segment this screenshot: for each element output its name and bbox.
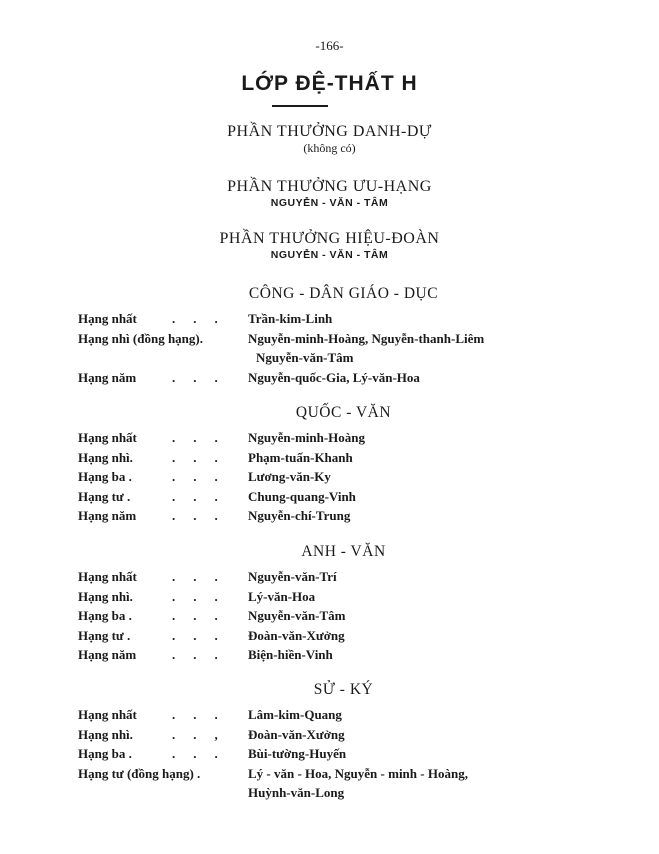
recipient-names: Lương-văn-Ky: [248, 469, 331, 484]
award-recipient: NGUYỄN - VĂN - TÂM: [270, 249, 389, 261]
rank-label: Hạng nhì (đồng hạng).: [78, 330, 203, 346]
rank-label: Hạng nhì.: [78, 588, 133, 604]
page-number: -166-: [315, 38, 344, 53]
award-excellence: [0, 178, 659, 209]
list-item: [0, 727, 659, 747]
leader-dots: ...: [172, 469, 236, 484]
recipient-names: Huỳnh-văn-Long: [248, 785, 345, 800]
leader-dots: ...: [172, 647, 236, 662]
list-item: [0, 746, 659, 766]
recipient-names: Trần-kim-Linh: [248, 311, 333, 326]
award-honor: [0, 123, 659, 156]
leader-dots: ...: [172, 369, 236, 385]
recipient-names: Nguyễn-minh-Hoàng: [248, 430, 366, 445]
rank-label: Hạng ba .: [78, 746, 132, 761]
list-item-continuation: [0, 785, 659, 805]
recipient-names: Lý - văn - Hoa, Nguyễn - minh - Hoàng,: [248, 765, 468, 781]
leader-dots: ...: [172, 627, 236, 643]
subject-english: [0, 543, 659, 667]
recipient-names: Lâm-kim-Quang: [248, 707, 342, 722]
leader-dots: ...: [172, 508, 236, 523]
recipient-names: Nguyễn-văn-Tâm: [256, 350, 354, 365]
rank-label: Hạng năm: [78, 647, 137, 662]
leader-dots: ...: [172, 707, 236, 722]
subject-vietnamese: [0, 404, 659, 528]
list-item: [0, 589, 659, 609]
recipient-names: Nguyễn-minh-Hoàng, Nguyễn-thanh-Liêm: [248, 330, 485, 346]
list-item: [0, 469, 659, 489]
rank-label: Hạng ba .: [78, 469, 132, 484]
recipient-names: Nguyễn-văn-Tâm: [248, 608, 346, 623]
recipient-names: Bùi-tường-Huyến: [248, 746, 347, 761]
award-school: [0, 230, 659, 261]
recipient-names: Biện-hiền-Vinh: [248, 647, 333, 662]
subject-title: QUỐC - VĂN: [295, 404, 392, 421]
rank-label: Hạng tư .: [78, 627, 131, 643]
recipient-names: Đoàn-văn-Xưởng: [248, 726, 345, 742]
list-item: [0, 489, 659, 509]
award-title: PHẦN THƯỞNG DANH-DỰ: [227, 123, 432, 140]
rank-label: Hạng tư (đồng hạng) .: [78, 765, 201, 781]
list-item: [0, 370, 659, 390]
subject-civics: [0, 285, 659, 389]
recipient-names: Lý-văn-Hoa: [248, 588, 316, 604]
rank-label: Hạng nhì.: [78, 449, 133, 465]
subject-title: SỬ - KÝ: [313, 681, 374, 698]
recipient-names: Đoàn-văn-Xưởng: [248, 627, 345, 643]
leader-dots: ...: [172, 608, 236, 623]
page-title: LỚP ĐỆ-THẤT H: [241, 72, 418, 95]
title-divider: [272, 105, 328, 107]
rank-label: Hạng nhất: [78, 569, 137, 584]
recipient-names: Chung-quang-Vinh: [248, 488, 356, 504]
leader-dots: ...: [172, 569, 236, 584]
leader-dots: ...: [172, 430, 236, 445]
leader-dots: ...: [172, 746, 236, 761]
list-item: [0, 628, 659, 648]
rank-label: Hạng nhất: [78, 430, 137, 445]
list-item: [0, 311, 659, 331]
list-item: [0, 647, 659, 667]
recipient-names: Nguyễn-quốc-Gia, Lý-văn-Hoa: [248, 369, 420, 385]
list-item: [0, 608, 659, 628]
award-title: PHẦN THƯỞNG ƯU-HẠNG: [227, 178, 432, 195]
leader-dots: ...: [172, 588, 236, 604]
award-note: (không có): [303, 141, 356, 155]
rank-label: Hạng nhất: [78, 311, 137, 326]
leader-dots: ...: [172, 449, 236, 465]
rank-label: Hạng nhì.: [78, 726, 133, 742]
leader-dots: ...: [172, 311, 236, 326]
award-recipient: NGUYỄN - VĂN - TÂM: [270, 197, 389, 209]
recipient-names: Phạm-tuấn-Khanh: [248, 449, 353, 465]
rank-label: Hạng ba .: [78, 608, 132, 623]
list-item: [0, 430, 659, 450]
rank-label: Hạng nhất: [78, 707, 137, 722]
list-item: [0, 766, 659, 786]
rank-label: Hạng năm: [78, 369, 137, 385]
recipient-names: Nguyễn-chí-Trung: [248, 508, 351, 523]
list-item-continuation: [0, 350, 659, 370]
list-item: [0, 569, 659, 589]
leader-dots: ...: [172, 488, 236, 504]
subject-title: ANH - VĂN: [301, 543, 386, 560]
list-item: [0, 450, 659, 470]
list-item: [0, 508, 659, 528]
list-item: [0, 331, 659, 351]
list-item: [0, 707, 659, 727]
subject-title: CÔNG - DÂN GIÁO - DỤC: [248, 285, 439, 302]
recipient-names: Nguyễn-văn-Trí: [248, 569, 337, 584]
rank-label: Hạng năm: [78, 508, 137, 523]
award-title: PHẦN THƯỞNG HIỆU-ĐOÀN: [219, 230, 440, 247]
subject-history: [0, 681, 659, 805]
leader-dots: ..,: [172, 726, 236, 742]
rank-label: Hạng tư .: [78, 488, 131, 504]
